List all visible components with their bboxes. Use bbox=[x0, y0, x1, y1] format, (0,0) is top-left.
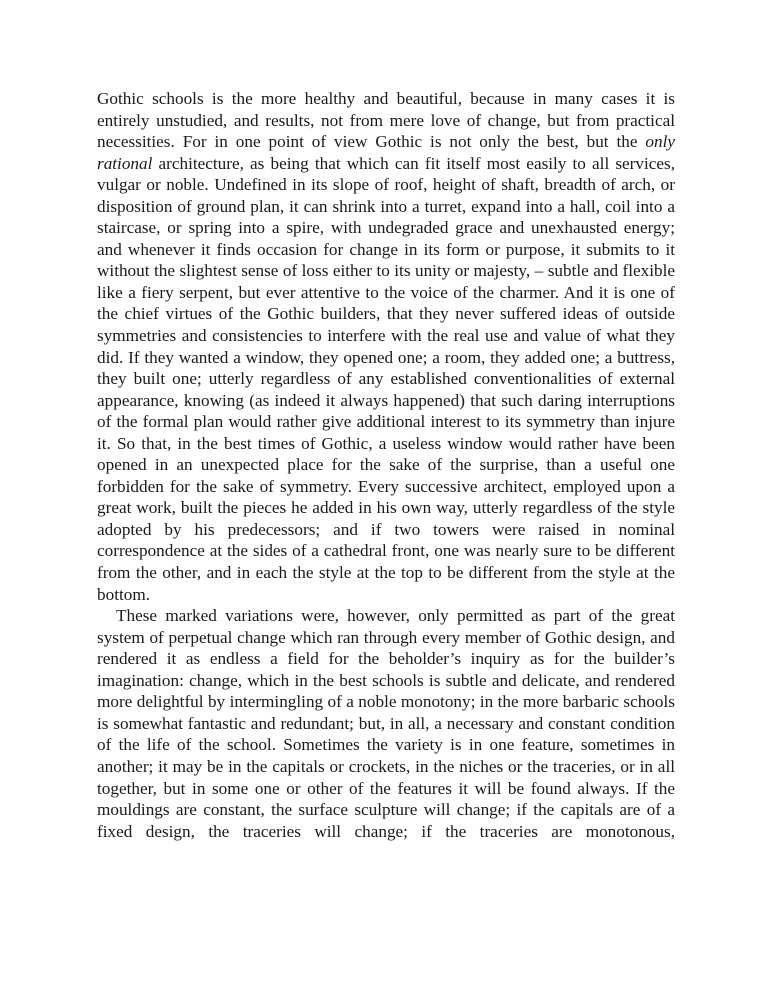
paragraph-1-text-a: Gothic schools is the more healthy and beautiful, because in many cases it is entirely unstudied, and results, not from mere love of change, but from practical necessities. For in one point of view Gothic is not only the best, but the bbox=[97, 89, 675, 152]
paragraph-1-italic-phrase: only rational bbox=[97, 132, 675, 173]
page-body bbox=[97, 88, 675, 842]
paragraph-2-text: These marked variations were, however, only permitted as part of the great system of perpetual change which ran through every member of Gothic design, and rendered it as endless a field for the beholder’s inquiry as for the builder’s imagination: change, which in the best schools is subtle and delicate, and rendered more delightful by intermingling of a noble monotony; in the more barbaric schools is somewhat fantastic and redundant; but, in all, a necessary and constant condition of the life of the school. Sometimes the variety is in one feature, sometimes in another; it may be in the capitals or crockets, in the niches or the traceries, or in all together, but in some one or other of the features it will be found always. If the mouldings are constant, the surface sculpture will change; if the capitals are of a fixed design, the traceries will change; if the traceries are monotonous, bbox=[97, 606, 675, 841]
paragraph-1-text-b: architecture, as being that which can fit itself most easily to all services, vulgar or noble. Undefined in its slope of roof, height of shaft, breadth of arch, or disposition of ground plan, it can shrink into a turret, expand into a hall, coil into a staircase, or spring into a spire, with undegraded grace and unexhausted energy; and whenever it finds occasion for change in its form or purpose, it submits to it without the slightest sense of loss either to its unity or majesty, – subtle and flexible like a fiery serpent, but ever attentive to the voice of the charmer. And it is one of the chief virtues of the Gothic builders, that they never suffered ideas of outside symmetries and consistencies to interfere with the real use and value of what they did. If they wanted a window, they opened one; a room, they added one; a buttress, they built one; utterly regardless of any established conventionalities of external appearance, knowing (as indeed it always happened) that such daring interruptions of the formal plan would rather give additional interest to its symmetry than injure it. So that, in the best times of Gothic, a useless window would rather have been opened in an unexpected place for the sake of the surprise, than a useful one forbidden for the sake of symmetry. Every successive architect, employed upon a great work, built the pieces he added in his own way, utterly regardless of the style adopted by his predecessors; and if two towers were raised in nominal correspondence at the sides of a cathedral front, one was nearly sure to be different from the other, and in each the style at the top to be different from the style at the bottom. bbox=[97, 153, 675, 604]
paragraph-1 bbox=[97, 88, 675, 605]
paragraph-2 bbox=[97, 605, 675, 842]
